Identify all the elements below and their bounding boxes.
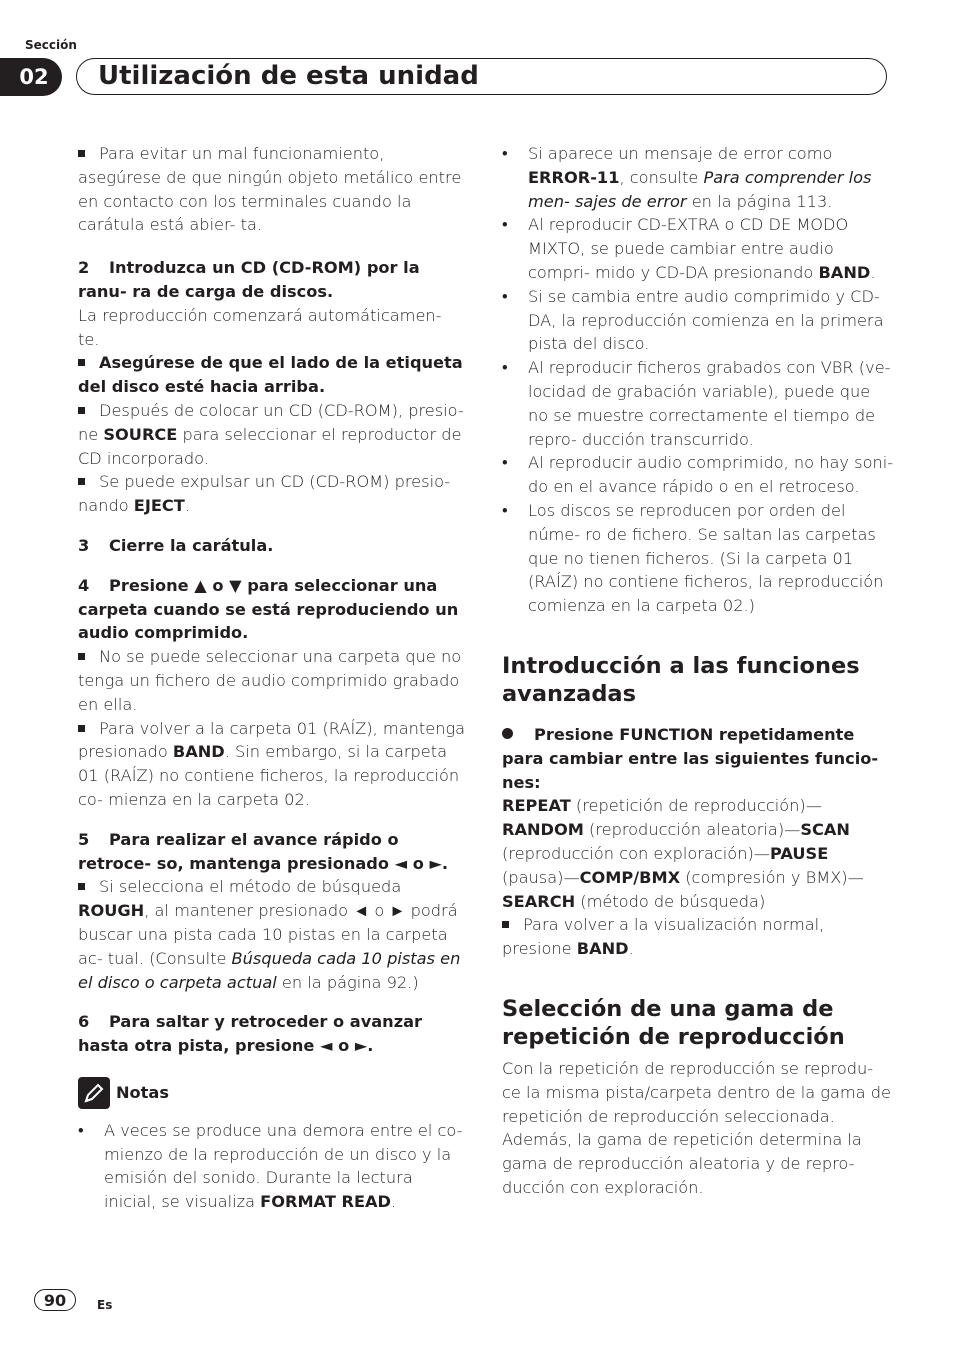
advanced-functions-heading: Introducción a las funciones avanzadas [502, 652, 860, 707]
note-square-icon [78, 725, 85, 732]
language-code: Es [97, 1298, 113, 1312]
step-4-note-1: No se puede seleccionar una carpeta que no tenga un fichero de audio comprimido grabado en ella. [78, 647, 462, 714]
section-label: Sección [25, 38, 77, 52]
bullet-3: • Si se cambia entre audio comprimido y CD- DA, la reproducción comienza en la primera pista del disco. [502, 285, 894, 356]
intro-note: Para evitar un mal funcionamiento, asegúrese de que ningún objeto metálico entre en contacto con los terminales cuando la carátula está abier- ta. [78, 144, 462, 235]
step-6: 6 Para saltar y retroceder o avanzar hasta otra pista, presione ◄ o ►. [78, 1012, 423, 1056]
function-sequence: REPEAT (repetición de reproducción)—RANDOM (reproducción aleatoria)—SCAN (reproducción con exploración)—PAUSE (pausa)—COMP/BMX (compresión y BMX)—SEARCH (método de búsqueda) [502, 796, 864, 911]
step-5-note: Si selecciona el método de búsqueda ROUGH, al mantener presionado ◄ o ► podrá buscar una pista cada 10 pistas en la carpeta ac- tual. (Consulte Búsqueda cada 10 pistas en el disco o carpeta actual en la página 92.) [78, 877, 461, 992]
section-number-badge: 02 [0, 58, 62, 96]
repeat-range-heading: Selección de una gama de repetición de reproducción [502, 995, 845, 1050]
notes-item-1: • A veces se produce una demora entre el co- mienzo de la reproducción de un disco y la emisión del sonido. Durante la lectura inicial, se visualiza FORMAT READ. [78, 1119, 466, 1214]
step-4-note-2: Para volver a la carpeta 01 (RAÍZ), mantenga presionado BAND. Sin embargo, si la carpeta 01 (RAÍZ) no contiene ficheros, la reproducción co- mienza en la carpeta 02. [78, 718, 466, 809]
step-3: 3 Cierre la carátula. [78, 535, 274, 555]
step-4: 4 Presione ▲ o ▼ para seleccionar una carpeta cuando se está reproduciendo un audio comprimido. [78, 575, 459, 643]
note-square-icon [78, 359, 85, 366]
bullet-4: • Al reproducir ficheros grabados con VBR (ve- locidad de grabación variable), puede que no se muestre correctamente el tiempo de repro- ducción transcurrido. [502, 356, 894, 451]
note-square-icon [78, 150, 85, 157]
bullet-5: • Al reproducir audio comprimido, no hay soni- do en el avance rápido o en el retroceso. [502, 451, 894, 499]
advanced-instruction: Presione FUNCTION repetidamente para cambiar entre las siguientes funcio- nes: [502, 724, 879, 792]
bullet-circle-icon [502, 728, 513, 739]
step-5: 5 Para realizar el avance rápido o retroce- so, mantenga presionado ◄ o ►. [78, 829, 449, 873]
step-2-note-2: Se puede expulsar un CD (CD-ROM) presio- nando EJECT. [78, 472, 451, 516]
page-title: Utilización de esta unidad [98, 61, 479, 91]
step-2-note-bold: Asegúrese de que el lado de la etiqueta del disco esté hacia arriba. [78, 353, 463, 397]
bullet-2: • Al reproducir CD-EXTRA o CD DE MODO MIXTO, se puede cambiar entre audio compri- mido y CD-DA presionando BAND. [502, 213, 894, 284]
pencil-note-icon [78, 1077, 110, 1109]
bullet-1: • Si aparece un mensaje de error como ERROR-11, consulte Para comprender los men- sajes de error en la página 113. [502, 142, 894, 213]
note-square-icon [78, 883, 85, 890]
repeat-range-body: Con la repetición de reproducción se reprodu- ce la misma pista/carpeta dentro de la gama de repetición de reproducción seleccionada. Además, la gama de repetición determina la gama de reproducción aleatoria y de repro- ducción con exploración. [502, 1058, 891, 1197]
note-square-icon [78, 478, 85, 485]
step-2-note-1: Después de colocar un CD (CD-ROM), presio- ne SOURCE para seleccionar el reproductor de CD incorporado. [78, 400, 464, 468]
advanced-note: Para volver a la visualización normal, presione BAND. [502, 915, 825, 959]
right-column [502, 142, 894, 1200]
step-2-body: La reproducción comenzará automáticamen- te. [78, 305, 442, 349]
bullet-6: • Los discos se reproducen por orden del núme- ro de fichero. Se saltan las carpetas que no tienen ficheros. (Si la carpeta 01 (RAÍZ) no contiene ficheros, la reproducción comienza en la carpeta 02.) [502, 499, 894, 618]
note-square-icon [78, 407, 85, 414]
left-column [78, 142, 466, 1214]
note-square-icon [502, 921, 509, 928]
step-2: 2 Introduzca un CD (CD-ROM) por la ranu- ra de carga de discos. [78, 258, 420, 301]
note-square-icon [78, 653, 85, 660]
notes-heading: Notas [78, 1077, 466, 1109]
page-number: 90 [34, 1289, 76, 1311]
